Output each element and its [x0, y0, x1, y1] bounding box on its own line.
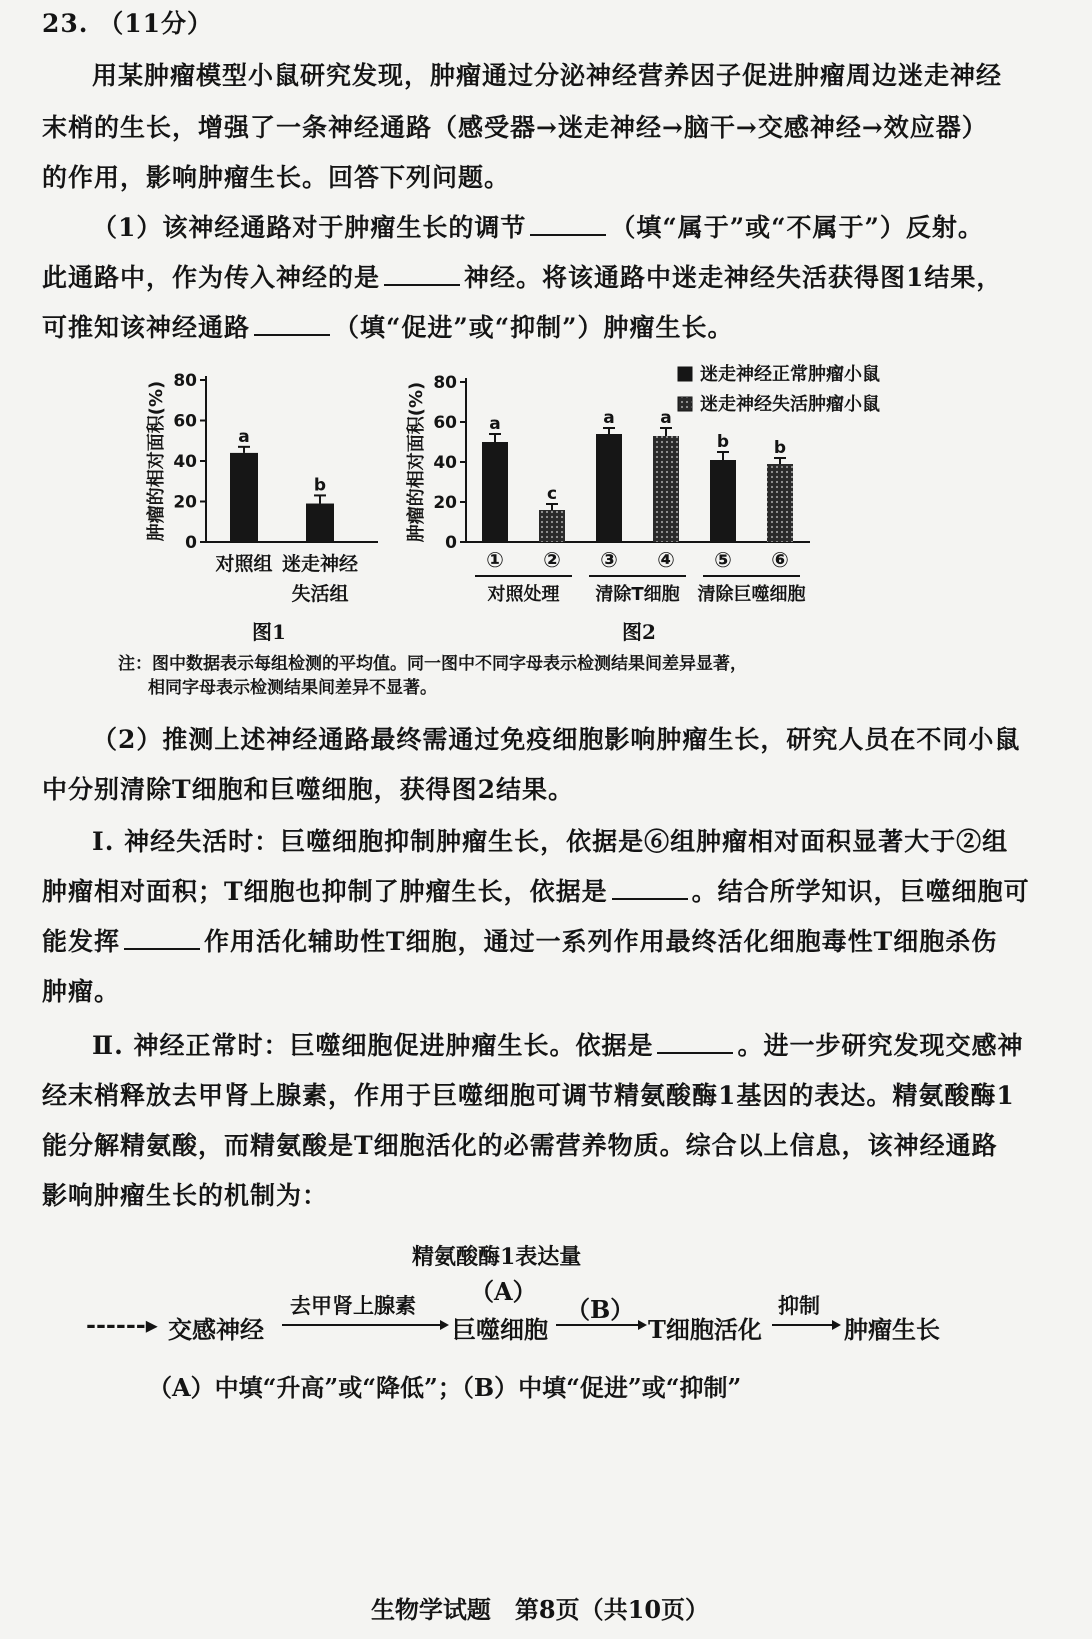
x-category-label: 迷走神经: [281, 553, 359, 575]
answer-blank-1[interactable]: [530, 212, 606, 236]
answer-blank-3[interactable]: [254, 312, 330, 336]
flow-slot-b[interactable]: （B）: [566, 1295, 635, 1324]
flow-top-label: 精氨酸酶1表达量: [412, 1244, 582, 1270]
part1-text: （填“属于”或“不属于”）反射。: [610, 213, 984, 242]
flow-arrow-1: [282, 1318, 450, 1332]
y-tick-label: 80: [433, 373, 457, 393]
y-tick-label: 20: [173, 492, 197, 513]
part2-i-line-4: 肿瘤。: [42, 977, 121, 1006]
y-tick-label: 0: [445, 533, 457, 553]
answer-blank-6[interactable]: [657, 1030, 733, 1054]
flow-arrow-3: [772, 1318, 842, 1332]
part1-text: （填“促进”或“抑制”）肿瘤生长。: [334, 313, 734, 342]
part1-text: 可推知该神经通路: [42, 313, 251, 342]
group-label: 对照处理: [487, 584, 560, 605]
y-tick-label: 80: [173, 371, 197, 391]
answer-blank-2[interactable]: [384, 262, 460, 286]
legend-swatch: [678, 397, 692, 411]
y-tick-label: 40: [433, 453, 457, 473]
x-category-label: ⑥: [771, 548, 789, 572]
part2-line-1: （2）推测上述神经通路最终需通过免疫细胞影响肿瘤生长，研究人员在不同小鼠: [92, 725, 1021, 754]
x-category-label: ③: [600, 548, 618, 572]
part1-line-2: [42, 262, 1042, 294]
flow-node-macrophage: 巨噬细胞: [452, 1315, 548, 1344]
bar: [306, 504, 334, 542]
y-axis-label: 肿瘤的相对面积(%): [146, 380, 167, 542]
figure-note-line-1: 注：图中数据表示每组检测的平均值。同一图中不同字母表示检测结果间差异显著，: [118, 654, 747, 674]
group-label: 清除巨噬细胞: [697, 584, 806, 605]
legend-label: 迷走神经失活肿瘤小鼠: [700, 394, 880, 415]
significance-letter: b: [313, 475, 327, 496]
part2-i-line-2: [42, 876, 1042, 908]
flow-start-arrow: ------▸: [86, 1310, 158, 1339]
question-header: [42, 8, 1042, 40]
significance-letter: a: [238, 426, 250, 447]
part2-text: 。结合所学知识，巨噬细胞可: [691, 877, 1030, 906]
bar: [596, 434, 622, 542]
part1-line-1: [92, 212, 1092, 244]
part1-line-3: [42, 312, 1042, 344]
significance-letter: a: [660, 408, 672, 428]
figure-2-caption: 图2: [622, 620, 656, 644]
figure-1-chart: [140, 360, 390, 620]
group-label: 清除T细胞: [595, 584, 680, 605]
part2-ii-line-1: [92, 1030, 1092, 1062]
figure-2-chart: [406, 355, 1030, 615]
part1-text: （1）该神经通路对于肿瘤生长的调节: [92, 213, 527, 242]
y-tick-label: 20: [433, 493, 457, 513]
flow-edge-label-1: 去甲肾上腺素: [290, 1293, 416, 1318]
x-category-label: ④: [657, 548, 675, 572]
significance-letter: b: [773, 438, 787, 458]
x-category-label: 失活组: [291, 583, 349, 605]
part2-ii-line-3: 能分解精氨酸，而精氨酸是T细胞活化的必需营养物质。综合以上信息，该神经通路: [42, 1131, 998, 1160]
y-tick-label: 60: [173, 411, 197, 432]
answer-blank-4[interactable]: [612, 876, 688, 900]
part1-text: 神经。将该通路中迷走神经失活获得图1结果，: [464, 263, 1003, 292]
question-number: 23.: [42, 9, 89, 38]
part2-ii-line-4: 影响肿瘤生长的机制为：: [42, 1181, 329, 1210]
intro-line-3: 的作用，影响肿瘤生长。回答下列问题。: [42, 163, 511, 192]
y-axis-label: 肿瘤的相对面积(%): [406, 381, 427, 543]
part2-text: 。进一步研究发现交感神: [737, 1031, 1024, 1060]
significance-letter: c: [546, 484, 558, 504]
legend-swatch: [678, 367, 692, 381]
y-tick-label: 0: [185, 533, 197, 553]
part2-text: 作用活化辅助性T细胞，通过一系列作用最终活化细胞毒性T细胞杀伤: [204, 927, 998, 956]
flow-edge-label-3: 抑制: [778, 1293, 820, 1318]
flow-node-sympathetic: 交感神经: [168, 1315, 264, 1344]
y-tick-label: 60: [433, 413, 457, 433]
bar: [230, 453, 258, 542]
question-points: （11分）: [98, 9, 214, 38]
flow-node-t-activation: T细胞活化: [648, 1315, 762, 1344]
flow-node-tumor-growth: 肿瘤生长: [844, 1315, 940, 1344]
part2-ii-line-2: 经末梢释放去甲肾上腺素，作用于巨噬细胞可调节精氨酸酶1基因的表达。精氨酸酶1: [42, 1081, 1015, 1110]
y-tick-label: 40: [173, 452, 197, 472]
part1-text: 此通路中，作为传入神经的是: [42, 263, 381, 292]
flow-fill-hint: （A）中填“升高”或“降低”；（B）中填“促进”或“抑制”: [148, 1373, 742, 1402]
flow-slot-a[interactable]: （A）: [470, 1277, 537, 1306]
figure-1-caption: 图1: [252, 620, 286, 644]
bar: [767, 464, 793, 542]
significance-letter: b: [716, 432, 730, 452]
part2-i-line-3: [42, 926, 1042, 958]
flow-arrow-2: [556, 1318, 648, 1332]
x-category-label: 对照组: [215, 553, 273, 575]
significance-letter: a: [603, 408, 615, 428]
figure-note-line-2: 相同字母表示检测结果间差异不显著。: [148, 678, 437, 698]
x-category-label: ①: [486, 548, 504, 572]
part2-line-2: 中分别清除T细胞和巨噬细胞，获得图2结果。: [42, 775, 575, 804]
intro-line-2: 末梢的生长，增强了一条神经通路（感受器→迷走神经→脑干→交感神经→效应器）: [42, 113, 988, 142]
part2-text: 能发挥: [42, 927, 121, 956]
intro-line-1: 用某肿瘤模型小鼠研究发现，肿瘤通过分泌神经营养因子促进肿瘤周边迷走神经: [92, 61, 1003, 90]
bar: [653, 436, 679, 542]
bar: [539, 510, 565, 542]
legend-label: 迷走神经正常肿瘤小鼠: [700, 364, 880, 385]
page-footer: 生物学试题 第8页（共10页）: [370, 1595, 710, 1624]
answer-blank-5[interactable]: [124, 926, 200, 950]
part2-text: 肿瘤相对面积；T细胞也抑制了肿瘤生长，依据是: [42, 877, 608, 906]
bar: [710, 460, 736, 542]
significance-letter: a: [489, 414, 501, 434]
bar: [482, 442, 508, 542]
part2-text: Ⅱ. 神经正常时：巨噬细胞促进肿瘤生长。依据是: [92, 1031, 654, 1060]
x-category-label: ⑤: [714, 548, 732, 572]
part2-i-line-1: Ⅰ. 神经失活时：巨噬细胞抑制肿瘤生长，依据是⑥组肿瘤相对面积显著大于②组: [92, 827, 1009, 856]
x-category-label: ②: [543, 548, 561, 572]
